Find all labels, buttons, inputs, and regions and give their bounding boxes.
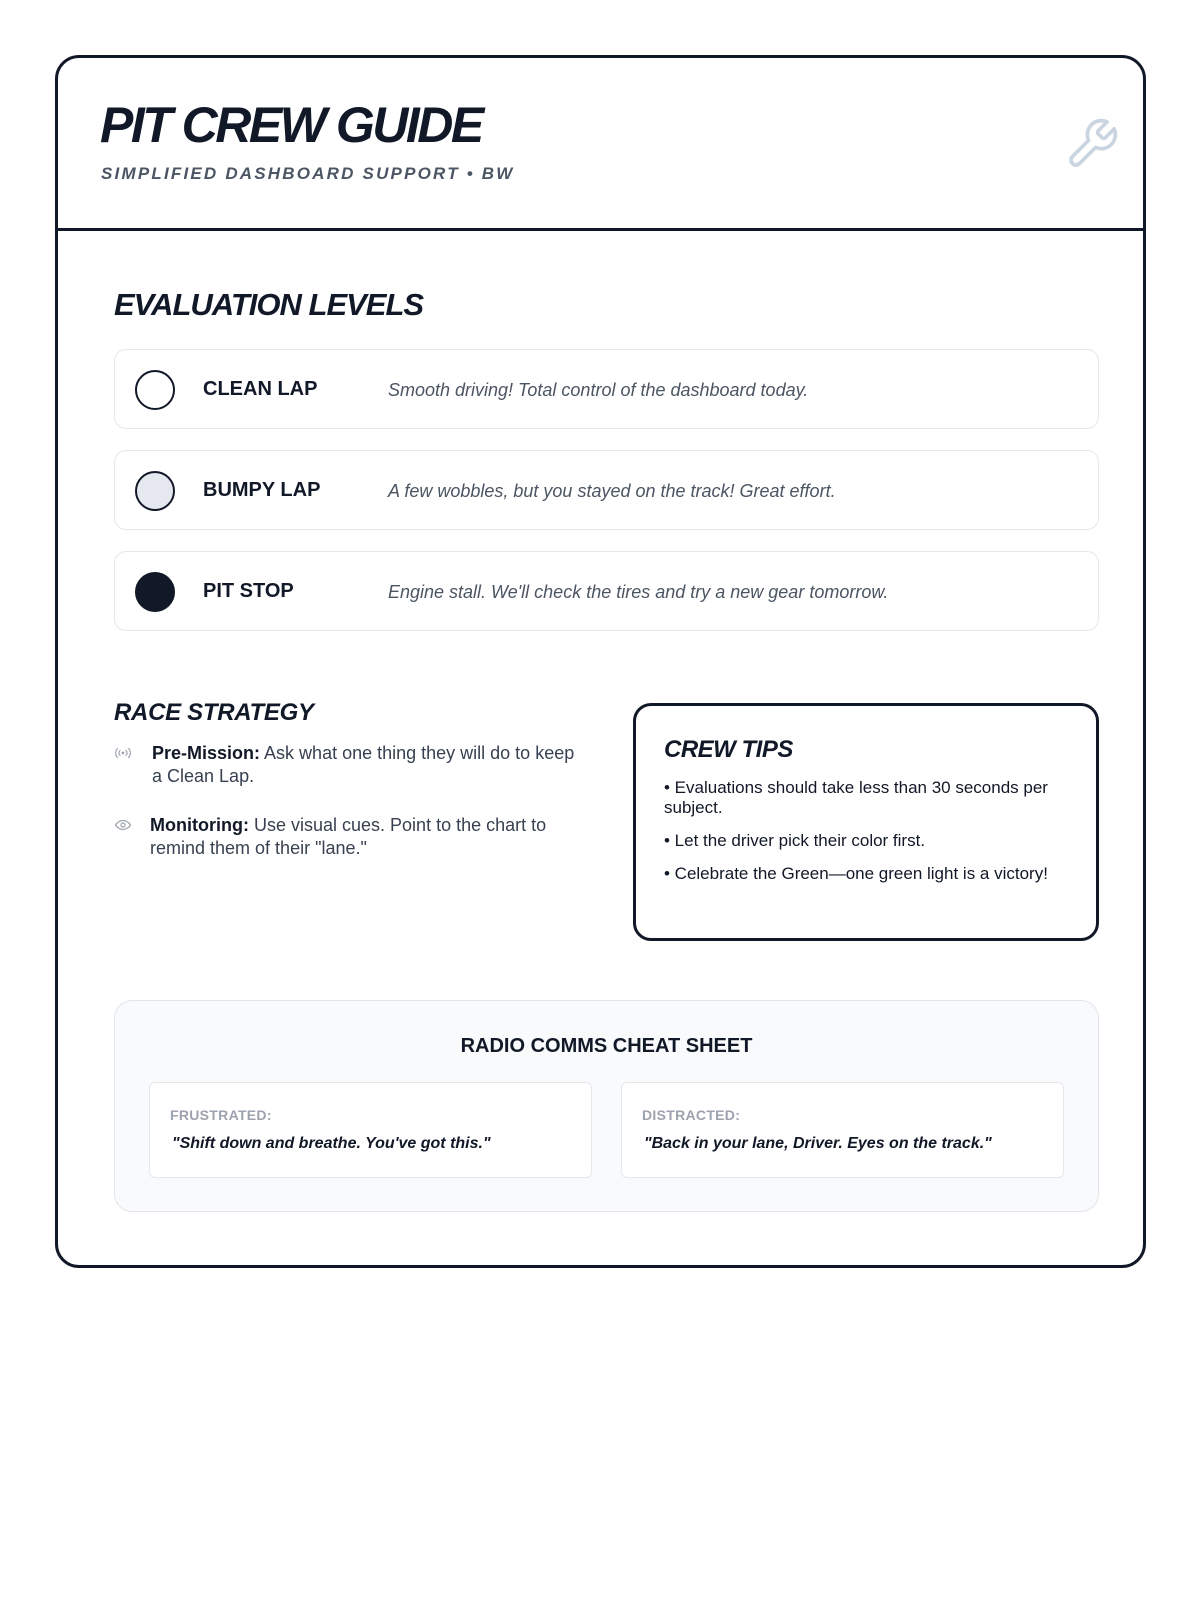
- strategy-text: [150, 814, 580, 860]
- page-title: PIT CREW GUIDE: [100, 97, 482, 153]
- header: [58, 58, 1143, 231]
- tip-item: • Celebrate the Green—one green light is a victory!: [664, 864, 1048, 883]
- tips-title: CREW TIPS: [664, 736, 793, 763]
- level-bumpy-lap: [114, 450, 1099, 530]
- level-description: Smooth driving! Total control of the dashboard today.: [388, 380, 809, 400]
- guide-card: [55, 55, 1146, 1268]
- level-label: CLEAN LAP: [203, 378, 318, 400]
- level-description: Engine stall. We'll check the tires and try a new gear tomorrow.: [388, 582, 889, 602]
- strategy-title: RACE STRATEGY: [114, 699, 314, 726]
- strategy-body: Use visual cues. Point to the chart to remind them of their "lane.": [150, 815, 547, 858]
- radio-comms-panel: [114, 1000, 1099, 1212]
- radio-title: RADIO COMMS CHEAT SHEET: [460, 1035, 753, 1057]
- level-indicator-light: [135, 471, 175, 511]
- page-subtitle: SIMPLIFIED DASHBOARD SUPPORT • BW: [101, 164, 515, 183]
- evaluation-title: EVALUATION LEVELS: [114, 287, 424, 322]
- comm-card-frustrated: [149, 1082, 592, 1178]
- eye-icon: [114, 818, 132, 832]
- strategy-heading: Pre-Mission:: [152, 743, 261, 763]
- strategy-body: Ask what one thing they will do to keep a Clean Lap.: [152, 743, 575, 786]
- level-label: BUMPY LAP: [203, 479, 321, 501]
- comm-quote: "Shift down and breathe. You've got this.": [172, 1135, 491, 1152]
- comm-quote: "Back in your lane, Driver. Eyes on the track.": [644, 1135, 992, 1152]
- level-pit-stop: [114, 551, 1099, 631]
- radio-signal-icon: [114, 746, 132, 760]
- comm-label: DISTRACTED:: [642, 1107, 741, 1123]
- crew-tips-box: [633, 703, 1099, 941]
- level-indicator-empty: [135, 370, 175, 410]
- level-indicator-full: [135, 572, 175, 612]
- tips-list: [664, 778, 1064, 897]
- strategy-heading: Monitoring:: [150, 815, 249, 835]
- tip-item: • Let the driver pick their color first.: [664, 831, 926, 850]
- tip-item: • Evaluations should take less than 30 seconds per subject.: [664, 778, 1048, 817]
- wrench-icon: [1064, 116, 1120, 172]
- level-description: A few wobbles, but you stayed on the track! Great effort.: [388, 481, 836, 501]
- level-clean-lap: [114, 349, 1099, 429]
- strategy-text: [152, 742, 582, 788]
- comm-label: FRUSTRATED:: [170, 1107, 272, 1123]
- comm-card-distracted: [621, 1082, 1064, 1178]
- level-label: PIT STOP: [203, 580, 294, 602]
